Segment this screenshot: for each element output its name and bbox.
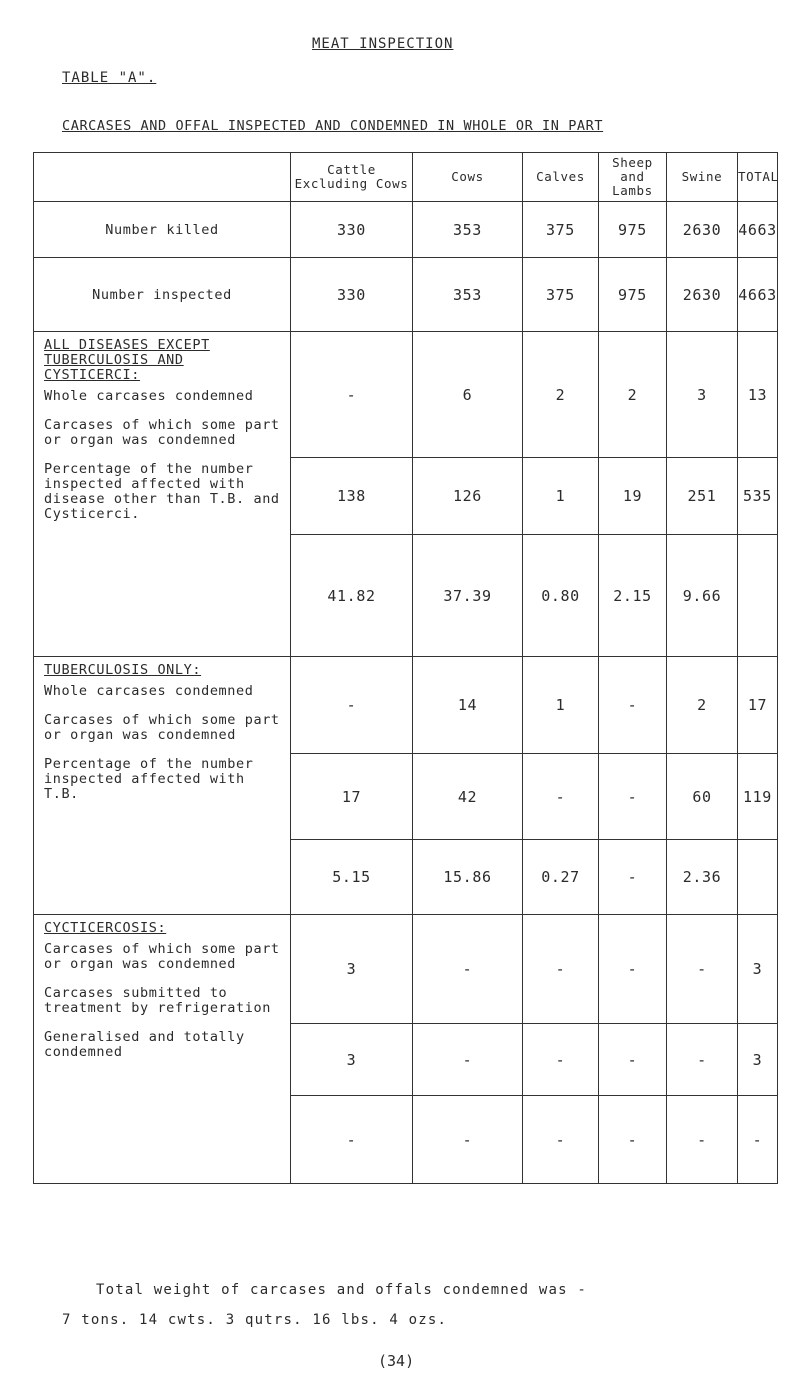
- cell: -: [291, 332, 413, 458]
- cell: 2.15: [599, 535, 667, 657]
- cell: 17: [291, 754, 413, 840]
- cell: -: [523, 1024, 599, 1096]
- section-heading-diseases: ALL DISEASES EXCEPT TUBERCULOSIS AND CYSTICERCI:: [44, 337, 210, 383]
- diseases-whole-row: [34, 332, 778, 458]
- column-header-total: TOTAL: [738, 153, 778, 202]
- cell: -: [599, 1096, 667, 1184]
- section-heading-tuberculosis: TUBERCULOSIS ONLY:: [44, 662, 202, 678]
- cell: 126: [413, 458, 523, 535]
- cell: 41.82: [291, 535, 413, 657]
- cell: 5.15: [291, 840, 413, 915]
- section-heading-cysticercosis: CYCTICERCOSIS:: [44, 920, 167, 936]
- cell: 0.27: [523, 840, 599, 915]
- cell: 119: [738, 754, 778, 840]
- cell: 2: [599, 332, 667, 458]
- column-header-cows: Cows: [413, 153, 523, 202]
- column-header-row: [34, 153, 778, 202]
- cell: 17: [738, 657, 778, 754]
- label-part-condemned: Carcases of which some part or organ was condemned: [44, 712, 280, 743]
- cell: -: [413, 1024, 523, 1096]
- cell: -: [523, 915, 599, 1024]
- cell: [738, 535, 778, 657]
- label-part-condemned: Carcases of which some part or organ was condemned: [44, 941, 280, 972]
- cell: 353: [413, 258, 523, 332]
- column-header-calves: Calves: [523, 153, 599, 202]
- cell: -: [599, 1024, 667, 1096]
- cell: [738, 840, 778, 915]
- column-header-swine: Swine: [667, 153, 738, 202]
- cell: -: [599, 915, 667, 1024]
- label-percentage: Percentage of the number inspected affected with disease other than T.B. and Cysticerci.: [44, 461, 280, 522]
- cell: 14: [413, 657, 523, 754]
- corner-cell: [34, 153, 291, 202]
- cell: 975: [599, 258, 667, 332]
- cell: 60: [667, 754, 738, 840]
- cell: -: [599, 754, 667, 840]
- cell: -: [291, 657, 413, 754]
- label-whole-carcases: Whole carcases condemned: [44, 683, 254, 699]
- cell: -: [599, 657, 667, 754]
- cell: 975: [599, 202, 667, 258]
- total-weight-label: Total weight of carcases and offals condemned was -: [96, 1282, 588, 1298]
- cell: -: [413, 915, 523, 1024]
- cell: -: [291, 1096, 413, 1184]
- cell: 3: [667, 332, 738, 458]
- row-label-killed: Number killed: [34, 202, 291, 258]
- cell: 19: [599, 458, 667, 535]
- cell: 9.66: [667, 535, 738, 657]
- cell: 37.39: [413, 535, 523, 657]
- cell: -: [667, 1096, 738, 1184]
- cell: -: [413, 1096, 523, 1184]
- cell: 15.86: [413, 840, 523, 915]
- cell: -: [523, 754, 599, 840]
- cell: 2630: [667, 258, 738, 332]
- label-whole-carcases: Whole carcases condemned: [44, 388, 254, 404]
- cell: 3: [738, 1024, 778, 1096]
- cell: 535: [738, 458, 778, 535]
- cell: 4663: [738, 258, 778, 332]
- cell: 251: [667, 458, 738, 535]
- page-number: (34): [378, 1352, 415, 1370]
- section-label-tuberculosis: [34, 657, 291, 915]
- cell: 13: [738, 332, 778, 458]
- row-number-killed: [34, 202, 778, 258]
- cell: 1: [523, 657, 599, 754]
- cell: 42: [413, 754, 523, 840]
- row-label-inspected: Number inspected: [34, 258, 291, 332]
- cell: 2: [667, 657, 738, 754]
- column-header-sheep: Sheep and Lambs: [599, 153, 667, 202]
- table-subtitle: CARCASES AND OFFAL INSPECTED AND CONDEMNED IN WHOLE OR IN PART: [62, 118, 604, 134]
- meat-inspection-table: [33, 152, 778, 1184]
- cell: 353: [413, 202, 523, 258]
- cyst-part-row: [34, 915, 778, 1024]
- cell: 3: [291, 1024, 413, 1096]
- label-part-condemned: Carcases of which some part or organ was condemned: [44, 417, 280, 448]
- cell: 2: [523, 332, 599, 458]
- cell: 6: [413, 332, 523, 458]
- row-number-inspected: [34, 258, 778, 332]
- cell: 3: [291, 915, 413, 1024]
- label-percentage: Percentage of the number inspected affected with T.B.: [44, 756, 254, 802]
- cell: 375: [523, 258, 599, 332]
- cell: -: [599, 840, 667, 915]
- cell: 4663: [738, 202, 778, 258]
- label-generalised: Generalised and totally condemned: [44, 1029, 245, 1060]
- cell: -: [667, 1024, 738, 1096]
- table-label: TABLE "A".: [62, 70, 157, 86]
- cell: 330: [291, 258, 413, 332]
- cell: 330: [291, 202, 413, 258]
- tb-whole-row: [34, 657, 778, 754]
- cell: 0.80: [523, 535, 599, 657]
- total-weight-value: 7 tons. 14 cwts. 3 qutrs. 16 lbs. 4 ozs.: [62, 1312, 448, 1328]
- cell: -: [667, 915, 738, 1024]
- cell: 2630: [667, 202, 738, 258]
- cell: -: [738, 1096, 778, 1184]
- section-label-diseases: [34, 332, 291, 657]
- cell: 138: [291, 458, 413, 535]
- label-refrigeration: Carcases submitted to treatment by refrigeration: [44, 985, 271, 1016]
- cell: 3: [738, 915, 778, 1024]
- page-title: MEAT INSPECTION: [312, 36, 454, 52]
- column-header-cattle: Cattle Excluding Cows: [291, 153, 413, 202]
- cell: 375: [523, 202, 599, 258]
- section-label-cysticercosis: [34, 915, 291, 1184]
- cell: 2.36: [667, 840, 738, 915]
- cell: -: [523, 1096, 599, 1184]
- cell: 1: [523, 458, 599, 535]
